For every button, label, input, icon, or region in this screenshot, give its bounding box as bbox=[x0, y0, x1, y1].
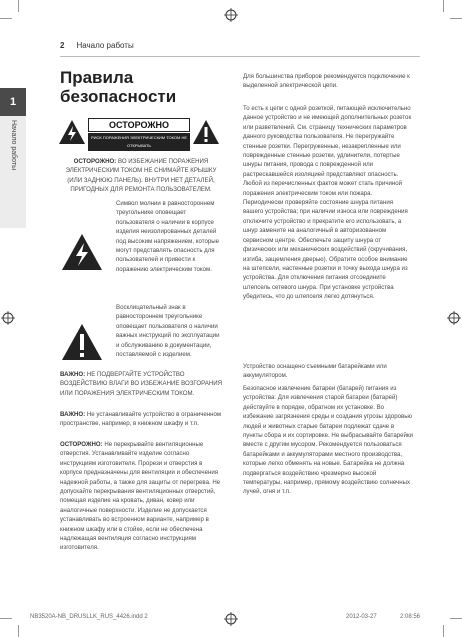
caution-text: ВО ИЗБЕЖАНИЕ ПОРАЖЕНИЯ ЭЛЕКТРИЧЕСКИМ ТОКОМ НЕ СНИМАЙТЕ КРЫШКУ (ИЛИ ЗАДНЮЮ ПАНЕЛЬ). ВНУТРИ НЕТ ДЕТАЛЕЙ, ПРИГОДНЫХ ДЛЯ РЕМОНТА ПОЛЬЗОВАТЕЛЕМ. bbox=[65, 158, 217, 194]
footer-date: 2012-03-27 bbox=[346, 614, 377, 620]
chapter-label: Начало работы bbox=[10, 120, 17, 171]
crop-mark bbox=[450, 18, 462, 19]
important-lead: ВАЖНО: bbox=[60, 371, 86, 378]
crop-mark bbox=[450, 618, 462, 619]
dedicated-circuit-paragraph: Для большинства приборов рекомендуется подключение к выделенной электрической цепи. bbox=[243, 73, 410, 90]
page-header bbox=[60, 41, 134, 50]
crop-mark bbox=[18, 0, 19, 12]
chapter-side-tab bbox=[0, 88, 26, 228]
crop-mark bbox=[0, 618, 12, 619]
exclamation-symbol-icon bbox=[60, 322, 104, 362]
important-text: НЕ ПОДВЕРГАЙТЕ УСТРОЙСТВО ВОЗДЕЙСТВИЮ ВЛАГИ ВО ИЗБЕЖАНИЕ ВОЗГОРАНИЯ ИЛИ ПОРАЖЕНИЯ ЭЛЕКТРИЧЕСКИМ ТОКОМ. bbox=[60, 371, 223, 397]
page-title: Правила безопасности bbox=[60, 68, 177, 106]
registration-mark-icon bbox=[224, 8, 238, 22]
registration-mark-icon bbox=[224, 612, 238, 626]
caution-label-subtitle: РИСК ПОРАЖЕНИЯ ЭЛЕКТРИЧЕСКИМ ТОКОМ НЕ ОТКРЫВАТЬ bbox=[88, 133, 190, 151]
chapter-number: 1 bbox=[0, 88, 26, 116]
caution-lead: ОСТОРОЖНО: bbox=[73, 158, 117, 165]
page-number: 2 bbox=[60, 41, 65, 50]
lightning-symbol-text: Символ молнии в равностороннем треугольнике оповещает пользователя о наличии в корпусе изделия неизолированных деталей под высоким напряжением, которые могут представлять опасность для пользователей и привести к поражению электрическим током. bbox=[116, 200, 220, 273]
exclamation-warning-icon bbox=[192, 119, 220, 145]
caution2-lead: ОСТОРОЖНО: bbox=[60, 441, 103, 448]
caution2-text: Не перекрывайте вентиляционные отверстия. Устанавливайте изделие согласно инструкциям изготовителя. Прорези и отверстия в корпусе предназначены для вентиляции и обеспечения надежной работы, а также для защиты от перегрева. Не допускайте перекрывания вентиляционных отверстий, помещая изделие на кровать, диван, ковер или аналогичные поверхности. Изделие не допускается устанавливать во встроенном варианте, например в книжном шкафу или в стойке, если не обеспечена надлежащая вентиляция согласно инструкциям изготовителя. bbox=[60, 441, 221, 552]
registration-mark-icon bbox=[447, 311, 461, 325]
important2-text: Не устанавливайте устройство в ограниченном пространстве, например, в книжном шкафу и т.п. bbox=[60, 411, 222, 428]
caution-label-title: ОСТОРОЖНО bbox=[88, 118, 190, 132]
crop-mark bbox=[443, 0, 444, 12]
important2-lead: ВАЖНО: bbox=[60, 411, 86, 418]
section-title: Начало работы bbox=[76, 41, 134, 50]
lightning-symbol-icon bbox=[60, 232, 104, 272]
crop-mark bbox=[0, 18, 12, 19]
caution-main-paragraph bbox=[60, 157, 222, 195]
crop-mark bbox=[18, 625, 19, 637]
footer-filename: NB3520A-NB_DRUSLLK_RUS_4426.indd 2 bbox=[30, 614, 148, 620]
header-divider bbox=[60, 56, 420, 57]
caution-label bbox=[58, 118, 218, 155]
important-space-paragraph bbox=[60, 410, 224, 429]
lightning-warning-icon bbox=[58, 119, 86, 145]
battery-removal-paragraph: Безопасное извлечение батареи (батарей) питания из устройства: Для извлечения старой батареи (батарей) действуйте в порядке, обратном их установке. Во избежание загрязнения среды и создания угрозы здоровью людей и животных старые батареи подлежат сдаче в пункты сбора и их сортировке. Не выбрасывайте батарейки вместе с другим мусором. Рекомендуется пользоваться батарейками и аккумуляторами местного производства, которые легко обменять на новые. Батарейка не должна подвергаться воздействию чрезмерно высокой температуры, например, прямому воздействию солнечных лучей, огня и т.п. bbox=[243, 385, 413, 496]
footer-time: 2:08:56 bbox=[400, 614, 421, 620]
exclamation-symbol-text: Восклицательный знак в равностороннем треугольнике оповещает пользователя о наличии важных инструкций по эксплуатации и обслуживанию в документации, поставляемой с изделием. bbox=[116, 304, 220, 359]
crop-mark bbox=[443, 625, 444, 637]
battery-notice-paragraph: Устройство оснащено съемными батарейками или аккумулятором. bbox=[243, 363, 387, 380]
important-moisture-paragraph bbox=[60, 370, 224, 398]
registration-mark-icon bbox=[1, 311, 15, 325]
power-outlet-paragraph: То есть к цепи с одной розеткой, питающей исключительно данное устройство и не имеющей дополнительных розеток или разветвлений. См. страницу технических параметров данного руководства пользователя. Не перегружайте стенные розетки. Перегруженные, незакрепленные или поврежденные стенные розетки, удлинители, потертые шнуры питания, провода с поврежденной или растрескавшейся изоляцией представляют опасность. Любой из перечисленных фактов может стать причиной поражения электрическим током или пожара. Периодически проверяйте состояние шнура питания вашего устройства; при наличии износа или повреждения отключите устройство и прекратите его использовать, а шнур замените на аналогичный в авторизованном сервисном центре. Обеспечьте защиту шнура от физических или механических воздействий (скручивания, изгиба, защемления дверью). Обратите особое внимание на штепсели, настенные розетки и точку выхода шнура из устройства. Для отключения питания отсоедините штепсель сетевого шнура. При установке устройства убедитесь, что до штепселя легко дотянуться. bbox=[243, 105, 412, 301]
ventilation-paragraph bbox=[60, 440, 224, 553]
